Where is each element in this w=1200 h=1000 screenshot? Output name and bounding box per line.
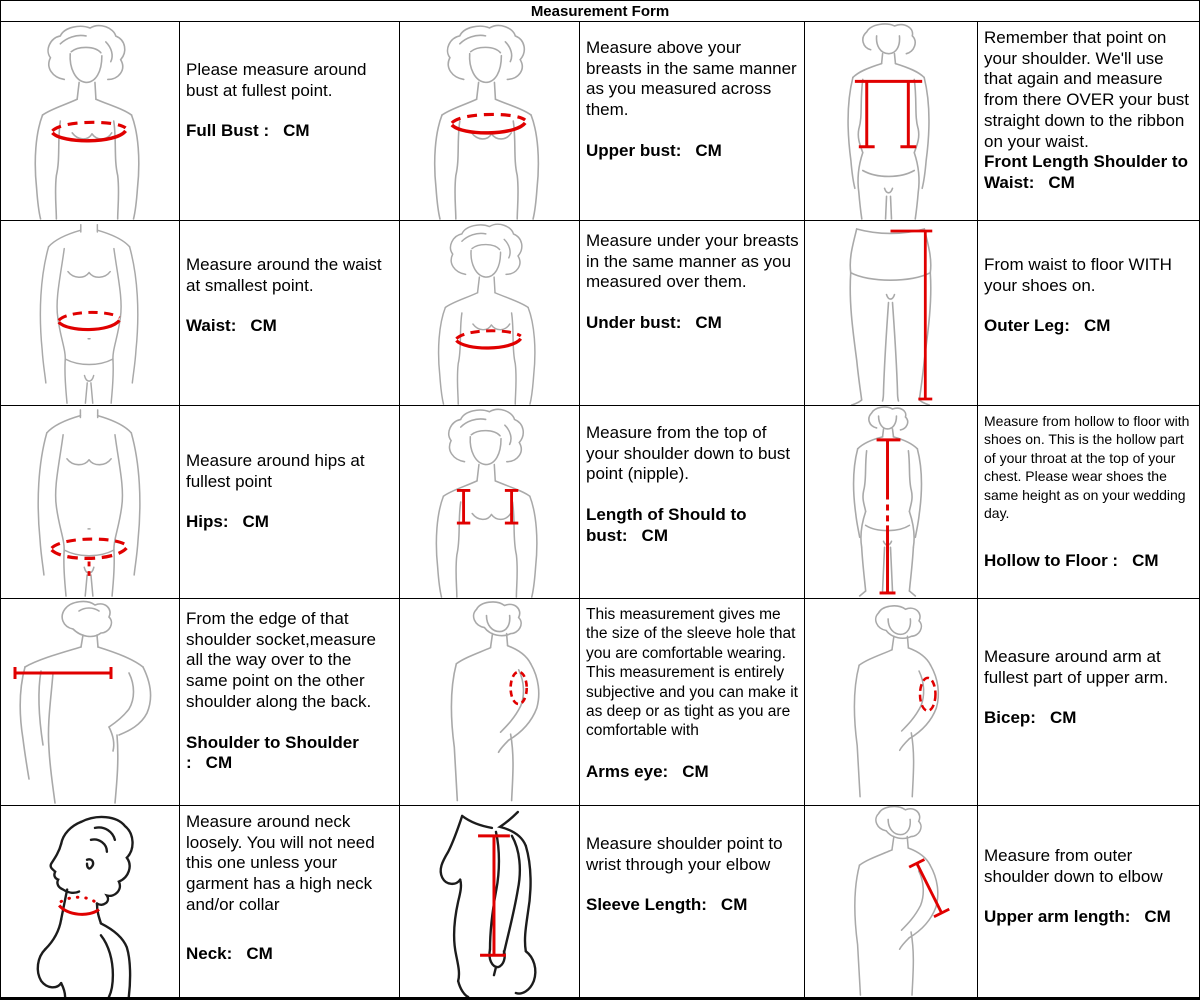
upper-arm-unit: CM bbox=[1144, 907, 1171, 927]
upper-bust-unit: CM bbox=[695, 140, 722, 160]
sleeve-length-unit: CM bbox=[720, 895, 748, 915]
sleeve-length-label-row bbox=[586, 895, 799, 916]
cell-shoulder-to-shoulder bbox=[180, 599, 399, 805]
front-length-label-row bbox=[984, 152, 1194, 193]
cell-outer-leg bbox=[978, 221, 1199, 405]
cell-waist bbox=[180, 221, 399, 405]
figure-cell-sleeve-length bbox=[400, 806, 579, 997]
shoulder-to-bust-label-row bbox=[586, 505, 799, 546]
under-bust-figure bbox=[400, 221, 579, 405]
outer-leg-label: Outer Leg: bbox=[984, 316, 1070, 336]
figure-cell-arms-eye bbox=[400, 599, 579, 805]
figure-cell-hips bbox=[1, 406, 179, 598]
shoulder-to-bust-description: Measure from the top of your shoulder down to bust point (nipple). bbox=[586, 423, 791, 484]
upper-bust-figure bbox=[400, 22, 579, 220]
figure-cell-hollow-to-floor bbox=[805, 406, 977, 598]
arms-eye-label-row bbox=[586, 761, 799, 782]
hips-figure bbox=[1, 406, 179, 598]
arms-eye-description: This measurement gives me the size of the sleeve hole that you are comfortable wearing. This measurement is entirely subjective and you can make it as deep or as tight as you are comfortable with bbox=[586, 606, 798, 740]
arms-eye-unit: CM bbox=[682, 761, 709, 781]
waist-description: Measure around the waist at smallest point. bbox=[186, 255, 382, 295]
cell-hollow-to-floor bbox=[978, 406, 1199, 598]
cell-full-bust bbox=[180, 22, 399, 220]
waist-label: Waist: bbox=[186, 316, 237, 336]
hips-label-row bbox=[186, 512, 394, 533]
hips-unit: CM bbox=[242, 512, 269, 532]
figure-cell-outer-leg bbox=[805, 221, 977, 405]
bicep-description: Measure around arm at fullest part of upper arm. bbox=[984, 647, 1169, 687]
figure-cell-bicep bbox=[805, 599, 977, 805]
shoulder-to-bust-label: Length of Should to bust: bbox=[586, 505, 747, 545]
cell-hips bbox=[180, 406, 399, 598]
figure-cell-neck bbox=[1, 806, 179, 997]
cell-front-length bbox=[978, 22, 1199, 220]
bicep-label-row bbox=[984, 708, 1194, 729]
upper-arm-label: Upper arm length: bbox=[984, 907, 1131, 927]
upper-arm-label-row bbox=[984, 907, 1194, 928]
figure-cell-full-bust bbox=[1, 22, 179, 220]
shoulder-to-shoulder-description: From the edge of that shoulder socket,measure all the way over to the same point on the other shoulder along the back. bbox=[186, 609, 376, 711]
shoulder-to-shoulder-label-row bbox=[186, 733, 394, 774]
cell-sleeve-length bbox=[580, 806, 804, 997]
bicep-label: Bicep: bbox=[984, 708, 1036, 728]
cell-bicep bbox=[978, 599, 1199, 805]
cell-upper-arm bbox=[978, 806, 1199, 997]
shoulder-to-bust-unit: CM bbox=[641, 525, 668, 545]
hips-label: Hips: bbox=[186, 512, 229, 532]
figure-cell-front-length bbox=[805, 22, 977, 220]
cell-neck bbox=[180, 806, 399, 997]
upper-bust-label-row bbox=[586, 141, 799, 162]
neck-label-row bbox=[186, 944, 394, 965]
hollow-to-floor-description: Measure from hollow to floor with shoes on. This is the hollow part of your throat at the top of your chest. Please wear shoes the same height as on your wedding day. bbox=[984, 413, 1190, 522]
sleeve-length-label: Sleeve Length: bbox=[586, 895, 707, 915]
cell-shoulder-to-bust bbox=[580, 406, 804, 598]
form-title: Measurement Form bbox=[1, 1, 1199, 21]
figure-cell-under-bust bbox=[400, 221, 579, 405]
front-length-description: Remember that point on your shoulder. We'll use that again and measure from there OVER your bust straight down to the ribbon on your waist. bbox=[984, 28, 1190, 151]
sleeve-length-figure bbox=[400, 806, 579, 997]
outer-leg-description: From waist to floor WITH your shoes on. bbox=[984, 255, 1172, 295]
front-length-label: Front Length Shoulder to Waist: bbox=[984, 152, 1188, 193]
neck-description: Measure around neck loosely. You will not need this one unless your garment has a high neck and/or collar bbox=[186, 812, 375, 914]
waist-label-row bbox=[186, 316, 394, 337]
shoulder-to-bust-figure bbox=[400, 406, 579, 598]
full-bust-unit: CM bbox=[283, 121, 310, 141]
shoulder-to-shoulder-unit: CM bbox=[205, 753, 233, 773]
bicep-unit: CM bbox=[1049, 708, 1077, 728]
hollow-to-floor-figure bbox=[805, 406, 977, 598]
cell-under-bust bbox=[580, 221, 804, 405]
figure-cell-upper-bust bbox=[400, 22, 579, 220]
full-bust-description: Please measure around bust at fullest point. bbox=[186, 60, 367, 100]
neck-figure bbox=[1, 806, 179, 997]
full-bust-figure bbox=[1, 22, 179, 220]
bicep-figure bbox=[805, 599, 977, 805]
figure-cell-shoulder-to-shoulder bbox=[1, 599, 179, 805]
hips-description: Measure around hips at fullest point bbox=[186, 451, 365, 491]
front-length-unit: CM bbox=[1048, 173, 1075, 193]
full-bust-label-row bbox=[186, 121, 394, 142]
under-bust-unit: CM bbox=[695, 313, 722, 333]
figure-cell-upper-arm bbox=[805, 806, 977, 997]
shoulder-to-shoulder-figure bbox=[1, 599, 179, 805]
cell-arms-eye bbox=[580, 599, 804, 805]
waist-unit: CM bbox=[250, 316, 277, 336]
hollow-to-floor-label: Hollow to Floor : bbox=[984, 550, 1119, 570]
upper-arm-figure bbox=[805, 806, 977, 997]
full-bust-label: Full Bust : bbox=[186, 121, 270, 141]
under-bust-label-row bbox=[586, 313, 799, 334]
waist-figure bbox=[1, 221, 179, 405]
under-bust-description: Measure under your breasts in the same manner as you measured over them. bbox=[586, 231, 799, 292]
figure-cell-waist bbox=[1, 221, 179, 405]
front-length-figure bbox=[805, 22, 977, 220]
upper-bust-label: Upper bust: bbox=[586, 140, 682, 160]
outer-leg-unit: CM bbox=[1083, 316, 1111, 336]
figure-cell-shoulder-to-bust bbox=[400, 406, 579, 598]
under-bust-label: Under bust: bbox=[586, 313, 682, 333]
hollow-to-floor-unit: CM bbox=[1132, 550, 1159, 570]
outer-leg-label-row bbox=[984, 316, 1194, 337]
neck-label: Neck: bbox=[186, 943, 233, 963]
shoulder-to-shoulder-label: Shoulder to Shoulder : bbox=[186, 732, 359, 773]
hollow-to-floor-label-row bbox=[984, 551, 1194, 571]
outer-leg-figure bbox=[805, 221, 977, 405]
cell-upper-bust bbox=[580, 22, 804, 220]
upper-arm-description: Measure from outer shoulder down to elbow bbox=[984, 846, 1163, 886]
neck-unit: CM bbox=[246, 943, 273, 963]
upper-bust-description: Measure above your breasts in the same manner as you measured across them. bbox=[586, 38, 797, 120]
sleeve-length-description: Measure shoulder point to wrist through your elbow bbox=[586, 834, 783, 874]
arms-eye-label: Arms eye: bbox=[586, 761, 669, 781]
arms-eye-figure bbox=[400, 599, 579, 805]
